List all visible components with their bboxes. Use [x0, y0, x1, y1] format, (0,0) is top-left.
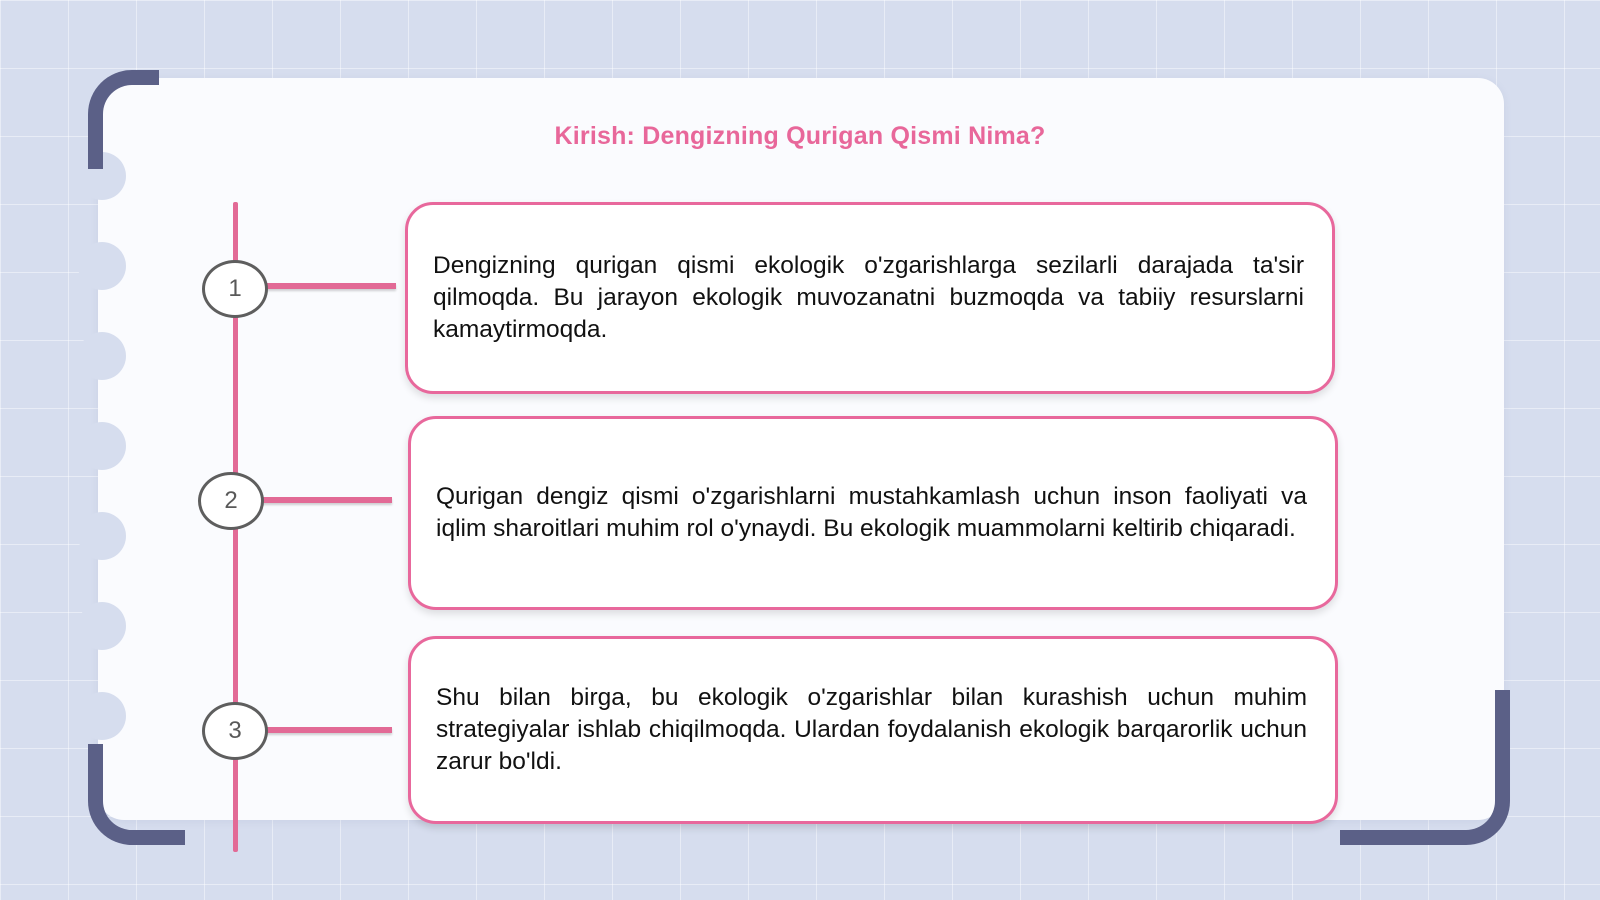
step-card: [408, 416, 1338, 610]
connector-line: [264, 283, 396, 289]
frame-corner-bottom-left: [88, 744, 185, 845]
frame-corner-top-left: [88, 70, 159, 169]
paper-edge-notch: [78, 602, 126, 650]
paper-edge-notch: [78, 242, 126, 290]
step-number-badge: [202, 260, 268, 318]
step-number: 3: [228, 717, 242, 744]
paper-edge-notch: [78, 422, 126, 470]
connector-line: [264, 727, 392, 733]
step-card-text: Qurigan dengiz qismi o'zgarishlarni mustahkamlash uchun inson faoliyati va iqlim sharoitlari muhim rol o'ynaydi. Bu ekologik muammolarni keltirib chiqaradi.: [436, 483, 1307, 542]
connector-line: [260, 497, 392, 503]
step-number: 1: [228, 275, 242, 302]
paper-edge-notch: [78, 692, 126, 740]
frame-corner-bottom-right: [1340, 690, 1510, 845]
paper-edge-notch: [78, 332, 126, 380]
step-number-badge: [198, 472, 264, 530]
paper-edge-notch: [78, 512, 126, 560]
step-card: [405, 202, 1335, 394]
step-number-badge: [202, 702, 268, 760]
slide-title: Kirish: Dengizning Qurigan Qismi Nima?: [554, 122, 1046, 150]
step-number: 2: [224, 487, 238, 514]
step-card-text: Shu bilan birga, bu ekologik o'zgarishlar bilan kurashish uchun muhim strategiyalar ishlab chiqilmoqda. Ulardan foydalanish ekologik barqarorlik uchun zarur bo'ldi.: [436, 684, 1307, 775]
step-card-text: Dengizning qurigan qismi ekologik o'zgarishlarga sezilarli darajada ta'sir qilmoqda. Bu jarayon ekologik muvozanatni buzmoqda va tabiiy resurslarni kamaytirmoqda.: [433, 252, 1304, 343]
step-card: [408, 636, 1338, 824]
